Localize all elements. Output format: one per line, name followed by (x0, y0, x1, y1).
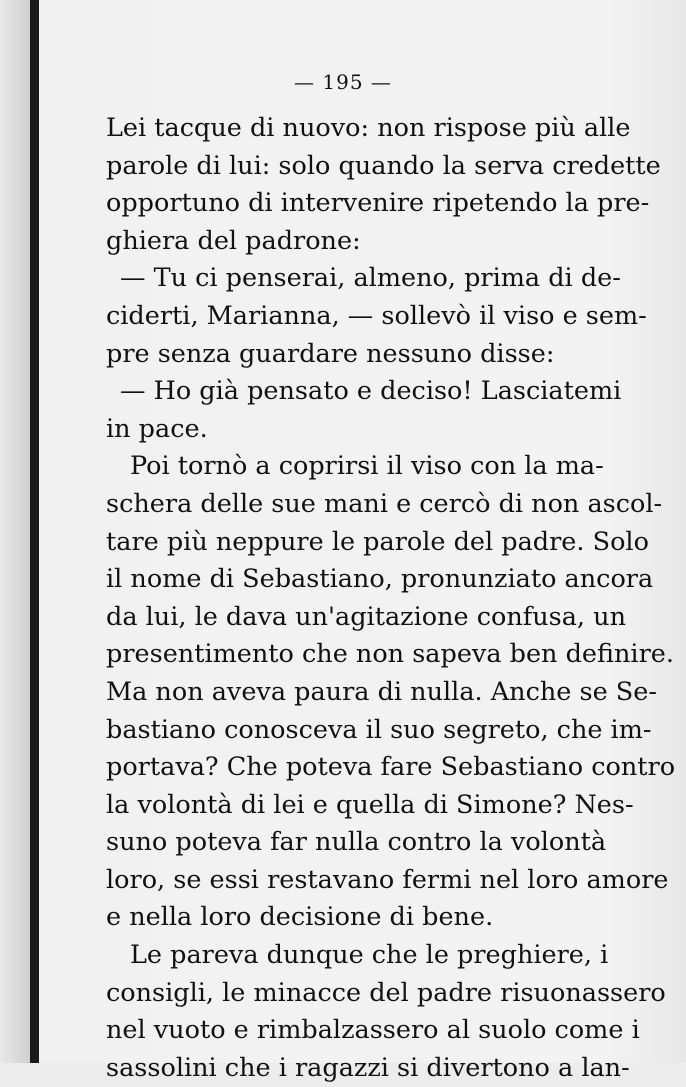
text-line: schera delle sue mani e cercò di non ascol- (106, 488, 663, 519)
text-line: presentimento che non sapeva ben definire. (106, 639, 674, 670)
text-line: il nome di Sebastiano, pronunziato ancora (106, 564, 654, 595)
text-line: e nella loro decisione di bene. (106, 902, 494, 933)
body-text (106, 110, 676, 1087)
text-line: da lui, le dava un'agitazione confusa, un (106, 601, 626, 632)
text-line: — Tu ci penserai, almeno, prima di de- (120, 263, 621, 294)
text-line: portava? Che poteva fare Sebastiano contro (106, 752, 676, 783)
text-line: opportuno di intervenire ripetendo la pre- (106, 188, 650, 219)
text-line: consigli, le minacce del padre risuonassero (106, 977, 666, 1008)
page-number: — 195 — (294, 70, 392, 94)
text-line: parole di lui: solo quando la serva credette (106, 150, 661, 181)
text-line: — Ho già pensato e deciso! Lasciatemi (120, 376, 622, 407)
text-line: sassolini che i ragazzi si divertono a lan- (106, 1052, 630, 1083)
text-line: in pace. (106, 413, 208, 444)
text-line: loro, se essi restavano fermi nel loro amore (106, 864, 669, 895)
text-line: tare più neppure le parole del padre. Solo (106, 526, 649, 557)
text-line: bastiano conosceva il suo segreto, che im- (106, 714, 652, 745)
text-line: suno poteva far nulla contro la volontà (106, 827, 607, 858)
text-line: Ma non aveva paura di nulla. Anche se Se- (106, 676, 657, 707)
text-line: nel vuoto e rimbalzassero al suolo come i (106, 1015, 640, 1046)
text-line: Lei tacque di nuovo: non rispose più alle (106, 113, 631, 143)
text-line: la volontà di lei e quella di Simone? Nes- (106, 789, 634, 820)
text-line: Le pareva dunque che le preghiere, i (130, 940, 609, 971)
binding-shadow (0, 0, 30, 1063)
text-line: ghiera del padrone: (106, 225, 361, 256)
text-line: Poi tornò a coprirsi il viso con la ma- (130, 451, 604, 482)
binding-edge (30, 0, 39, 1063)
text-line: ciderti, Marianna, — sollevò il viso e sem- (106, 300, 647, 331)
text-line: pre senza guardare nessuno disse: (106, 338, 555, 369)
